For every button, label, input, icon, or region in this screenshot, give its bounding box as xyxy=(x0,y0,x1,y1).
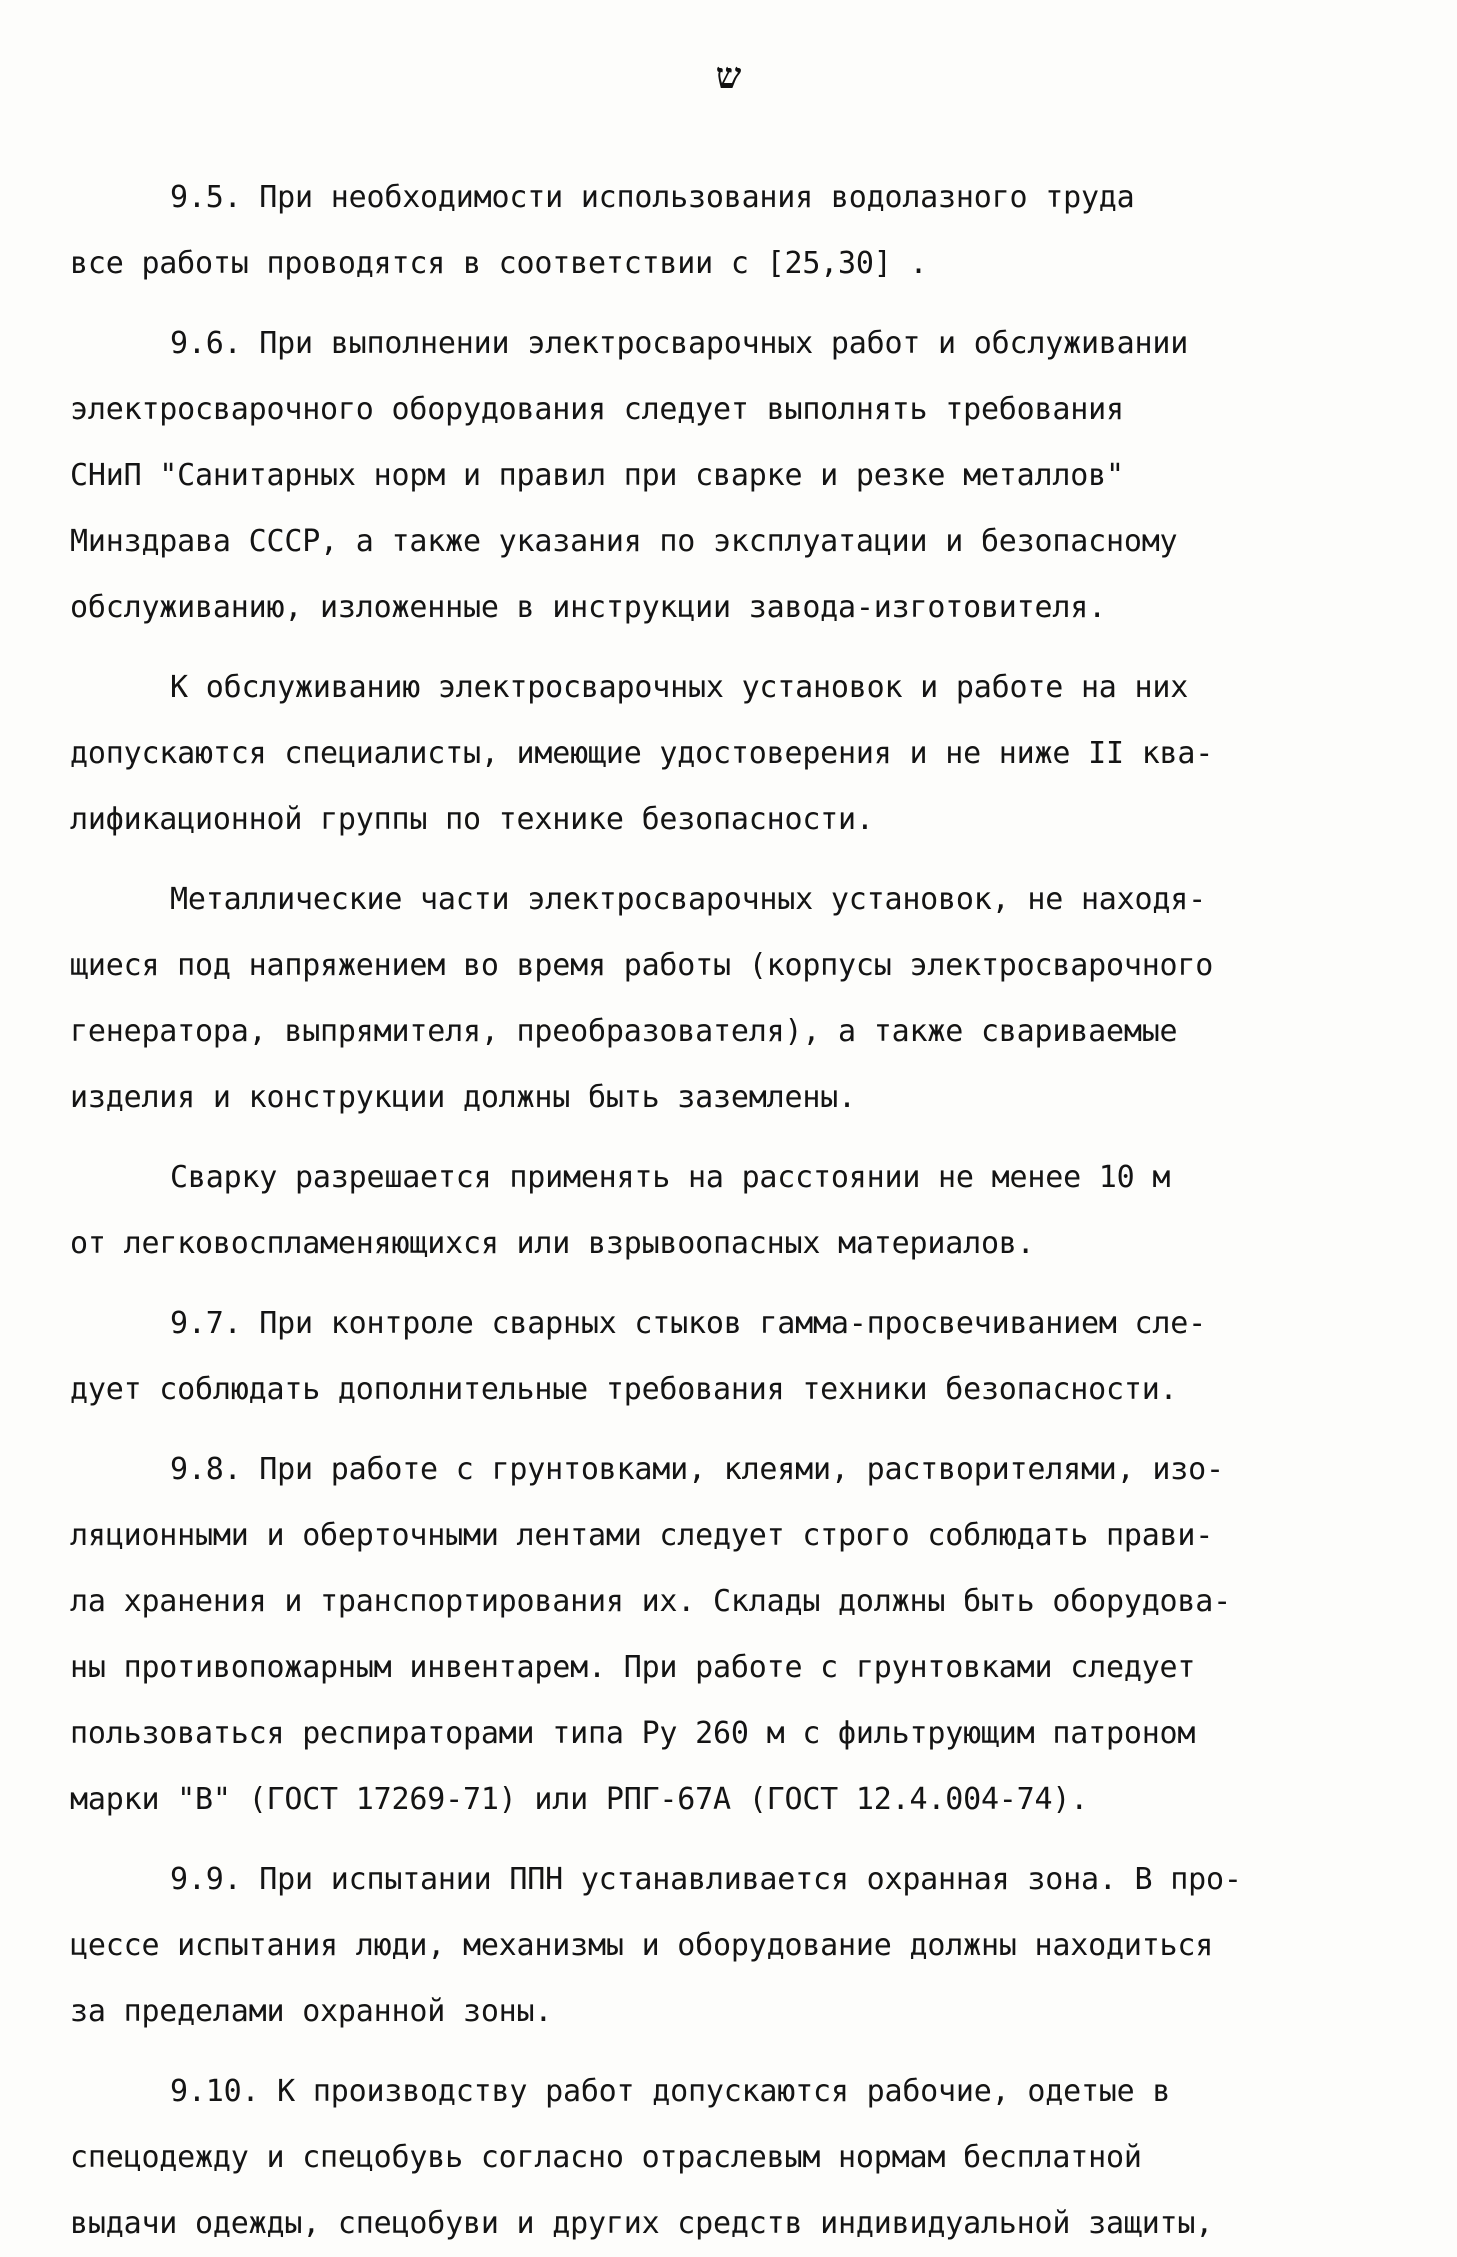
text-line: 9.6. При выполнении электросварочных работ и обслуживании xyxy=(170,326,1189,361)
text-line: 9.5. При необходимости использования водолазного труда xyxy=(170,180,1135,215)
text-line: выдачи одежды, спецобуви и других средств индивидуальной защиты, xyxy=(70,2206,1214,2241)
text-line: марки "В" (ГОСТ 17269-71) или РПГ-67А (ГОСТ 12.4.004-74). xyxy=(70,1782,1089,1817)
paragraph-9-6-grounding xyxy=(70,867,1377,1131)
text-line: ла хранения и транспортирования их. Склады должны быть оборудова- xyxy=(70,1584,1231,1619)
text-line: ны противопожарным инвентарем. При работе с грунтовками следует xyxy=(70,1650,1196,1685)
text-line: К обслуживанию электросварочных установок и работе на них xyxy=(170,670,1189,705)
text-line: за пределами охранной зоны. xyxy=(70,1994,553,2029)
paragraph-9-8 xyxy=(70,1437,1377,1833)
text-line: изделия и конструкции должны быть заземлены. xyxy=(70,1080,856,1115)
text-line: пользоваться респираторами типа Ру 260 м с фильтрующим патроном xyxy=(70,1716,1196,1751)
paragraph-9-9 xyxy=(70,1847,1377,2045)
text-line: СНиП "Санитарных норм и правил при сварке и резке металлов" xyxy=(70,458,1124,493)
text-line: Сварку разрешается применять на расстоянии не менее 10 м xyxy=(170,1160,1171,1195)
text-line: Металлические части электросварочных установок, не находя- xyxy=(170,882,1206,917)
text-line: обслуживанию, изложенные в инструкции завода-изготовителя. xyxy=(70,590,1106,625)
text-line: от легковоспламеняющихся или взрывоопасных материалов. xyxy=(70,1226,1035,1261)
text-line: допускаются специалисты, имеющие удостоверения и не ниже II ква- xyxy=(70,736,1214,771)
paragraph-9-6 xyxy=(70,311,1377,641)
text-line: спецодежду и спецобувь согласно отраслевым нормам бесплатной xyxy=(70,2140,1142,2175)
text-line: цессе испытания люди, механизмы и оборудование должны находиться xyxy=(70,1928,1214,1963)
paragraph-9-7 xyxy=(70,1291,1377,1423)
paragraph-9-10 xyxy=(70,2059,1377,2257)
paragraph-9-5 xyxy=(70,165,1377,297)
text-line: 9.9. При испытании ППН устанавливается охранная зона. В про- xyxy=(170,1862,1242,1897)
text-line: 9.7. При контроле сварных стыков гамма-просвечиванием сле- xyxy=(170,1306,1206,1341)
text-line: все работы проводятся в соответствии с [25,30] . xyxy=(70,246,928,281)
text-line: лификационной группы по технике безопасности. xyxy=(70,802,874,837)
text-line: дует соблюдать дополнительные требования техники безопасности. xyxy=(70,1372,1178,1407)
text-line: 9.10. К производству работ допускаются рабочие, одетые в xyxy=(170,2074,1171,2109)
page-mark: ש xyxy=(715,55,742,97)
text-line: 9.8. При работе с грунтовками, клеями, растворителями, изо- xyxy=(170,1452,1224,1487)
paragraph-9-6-distance xyxy=(70,1145,1377,1277)
text-line: щиеся под напряжением во время работы (корпусы электросварочного xyxy=(70,948,1214,983)
text-line: ляционными и оберточными лентами следует строго соблюдать прави- xyxy=(70,1518,1214,1553)
text-line: электросварочного оборудования следует выполнять требования xyxy=(70,392,1124,427)
text-line: Минздрава СССР, а также указания по эксплуатации и безопасному xyxy=(70,524,1178,559)
text-line: генератора, выпрямителя, преобразователя), а также свариваемые xyxy=(70,1014,1178,1049)
paragraph-9-6-welding-staff xyxy=(70,655,1377,853)
